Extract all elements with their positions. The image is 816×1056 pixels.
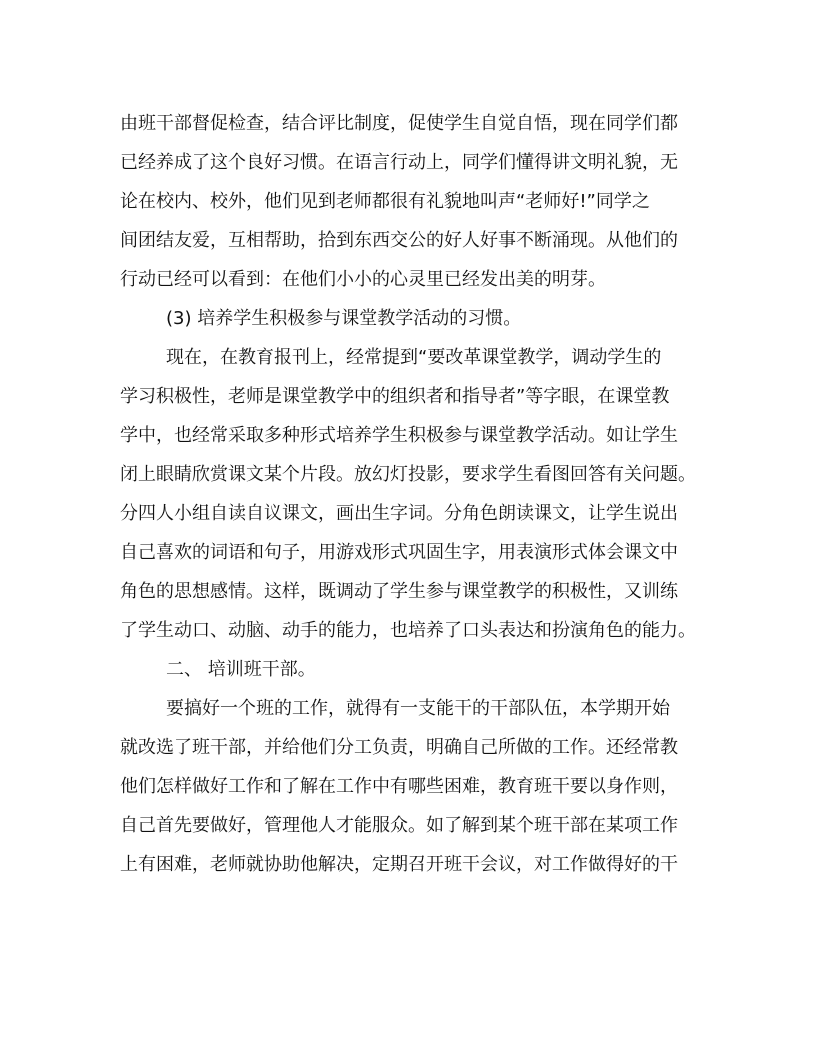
paragraph-line: 现在，在教育报刊上，经常提到“要改革课堂教学，调动学生的: [166, 347, 662, 368]
paragraph-line: 学习积极性，老师是课堂教学中的组织者和指导者”等字眼，在课堂教: [120, 386, 670, 407]
paragraph-line: 上有困难，老师就协助他解决，定期召开班干会议，对工作做得好的干: [120, 854, 678, 875]
section-heading: 二、 培训班干部。: [166, 659, 316, 680]
paragraph-line: 间团结友爱，互相帮助，拾到东西交公的好人好事不断涌现。从他们的: [120, 230, 678, 251]
body-text: [120, 104, 700, 884]
paragraph-line: 要搞好一个班的工作，就得有一支能干的干部队伍，本学期开始: [166, 698, 670, 719]
paragraph-line: 角色的思想感情。这样，既调动了学生参与课堂教学的积极性，又训练: [120, 581, 678, 602]
paragraph-line: 学中，也经常采取多种形式培养学生积极参与课堂教学活动。如让学生: [120, 425, 678, 446]
paragraph-line: 了学生动口、动脑、动手的能力，也培养了口头表达和扮演角色的能力。: [120, 620, 696, 641]
paragraph-line: 由班干部督促检查，结合评比制度，促使学生自觉自悟，现在同学们都: [120, 113, 678, 134]
paragraph-line: 就改选了班干部，并给他们分工负责，明确自己所做的工作。还经常教: [120, 737, 678, 758]
paragraph-line: 分四人小组自读自议课文，画出生字词。分角色朗读课文，让学生说出: [120, 503, 678, 524]
paragraph-line: 闭上眼睛欣赏课文某个片段。放幻灯投影，要求学生看图回答有关问题。: [120, 464, 696, 485]
paragraph-line: 论在校内、校外，他们见到老师都很有礼貌地叫声“老师好!”同学之: [120, 191, 650, 212]
paragraph-line: 已经养成了这个良好习惯。在语言行动上，同学们懂得讲文明礼貌，无: [120, 152, 678, 173]
section-subheading: (3) 培养学生积极参与课堂教学活动的习惯。: [166, 308, 522, 329]
paragraph-line: 自己喜欢的词语和句子，用游戏形式巩固生字，用表演形式体会课文中: [120, 542, 678, 563]
paragraph-line: 他们怎样做好工作和了解在工作中有哪些困难，教育班干要以身作则，: [120, 776, 678, 797]
paragraph-line: 自己首先要做好，管理他人才能服众。如了解到某个班干部在某项工作: [120, 815, 678, 836]
paragraph-line: 行动已经可以看到：在他们小小的心灵里已经发出美的明芽。: [120, 269, 606, 290]
